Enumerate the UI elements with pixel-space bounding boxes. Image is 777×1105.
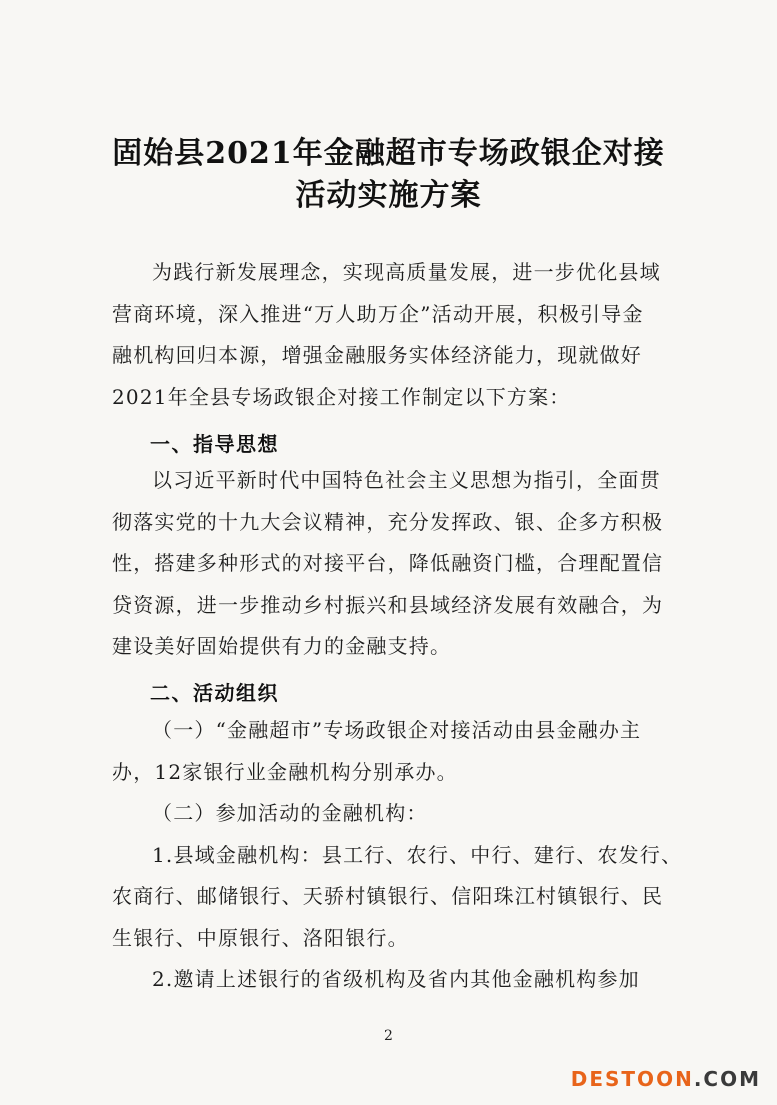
text-line: 农商行、邮储银行、天骄村镇银行、信阳珠江村镇银行、民	[112, 884, 664, 908]
watermark-text-a: DESTOON	[570, 1067, 694, 1091]
text-line: 性，搭建多种形式的对接平台，降低融资门槛，合理配置信	[112, 551, 664, 575]
text-line: 生银行、中原银行、洛阳银行。	[112, 925, 409, 950]
page-number: 2	[384, 1028, 393, 1044]
section-2-heading: 二、活动组织	[150, 681, 279, 705]
text-line: （二）参加活动的金融机构：	[152, 801, 428, 825]
text-line: 2021年全县专场政银企对接工作制定以下方案：	[112, 384, 571, 409]
watermark-text-b: .COM	[693, 1067, 761, 1091]
text-line: 办，12家银行业金融机构分别承办。	[112, 759, 458, 784]
text-line: 贷资源，进一步推动乡村振兴和县域经济发展有效融合，为	[112, 592, 664, 617]
text-line: （一）“金融超市”专场政银企对接活动由县金融办主	[152, 718, 642, 742]
text-line: 彻落实党的十九大会议精神，充分发挥政、银、企多方积极	[112, 509, 664, 534]
intro-paragraph	[112, 252, 664, 418]
text-line: 营商环境，深入推进“万人助万企”活动开展，积极引导金	[112, 301, 644, 326]
section-1-heading: 一、指导思想	[150, 432, 279, 456]
site-watermark	[571, 1067, 761, 1091]
text-line: 以习近平新时代中国特色社会主义思想为指引，全面贯	[152, 468, 661, 492]
text-line: 2.邀请上述银行的省级机构及省内其他金融机构参加	[152, 967, 640, 991]
document-title-line-2: 活动实施方案	[295, 178, 482, 213]
text-line: 1.县域金融机构：县工行、农行、中行、建行、农发行、	[152, 842, 683, 867]
text-line: 融机构回归本源，增强金融服务实体经济能力，现就做好	[112, 343, 642, 367]
text-line: 为践行新发展理念，实现高质量发展，进一步优化县域	[152, 260, 661, 284]
document-title-line-1: 固始县2021年金融超市专场政银企对接	[112, 136, 665, 171]
section-2-paragraph	[112, 710, 683, 1001]
text-line: 建设美好固始提供有力的金融支持。	[112, 634, 452, 658]
section-1-paragraph	[112, 460, 664, 668]
